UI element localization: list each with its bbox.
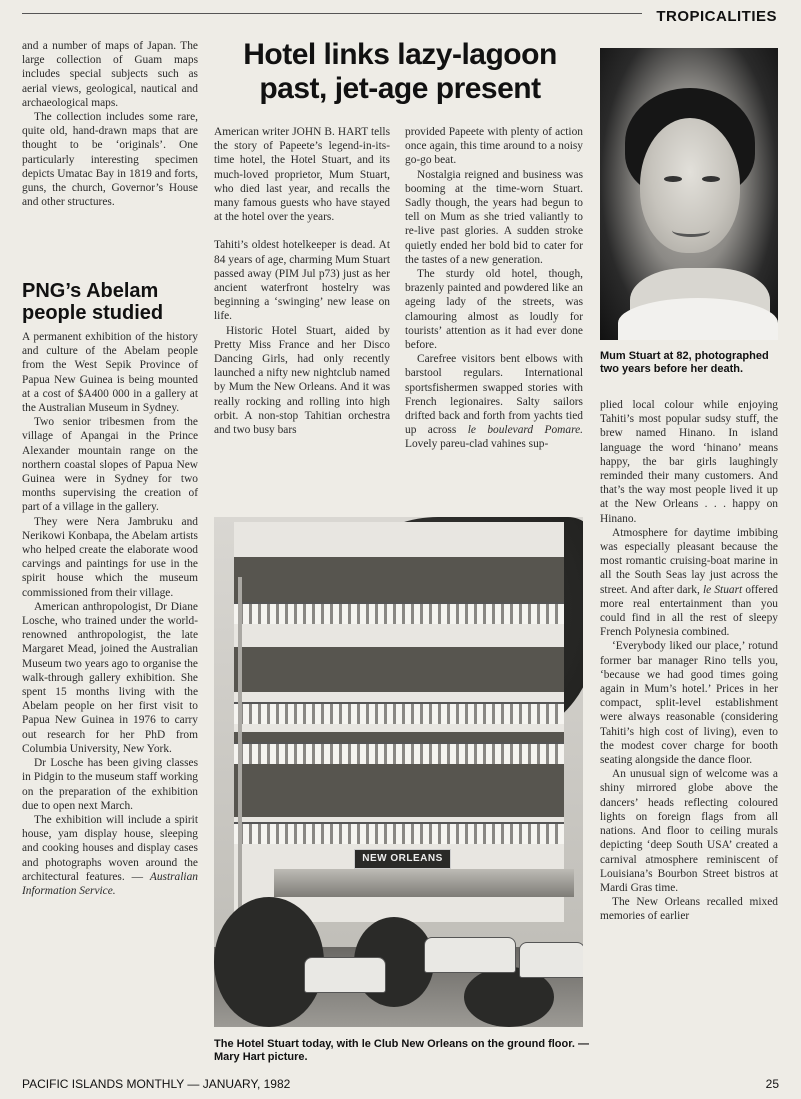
- hotel-paragraph: Nostalgia reigned and business was booming at the time-worn Stuart. Sadly though, the years had begun to tell on Mum as she tried valiantly to re-live past glories. A sudden stroke quietly ended her bold bid to cater for the tastes of a new generation.: [405, 168, 583, 266]
- png-article: [22, 330, 198, 898]
- guam-paragraph: and a number of maps of Japan. The large collection of Guam maps includes special subjects such as aerial views, geological, nautical and archaeological maps.: [22, 40, 198, 109]
- hotel-paragraph: The sturdy old hotel, though, brazenly painted and powdered like an ageing lady of the streets, was clamouring almost as loudly for tourists’ attention as it had ever done before.: [405, 268, 583, 352]
- hotel-standfirst: American writer JOHN B. HART tells the story of Papeete’s legend-in-its-time hotel, the Hotel Stuart, and its much-loved proprietor, Mum Stuart, who died last year, and recalls the many famous guests who have stayed at the hotel over the years.: [214, 126, 390, 224]
- section-label: TROPICALITIES: [656, 8, 777, 25]
- png-paragraph: Dr Losche has been giving classes in Pidgin to the museum staff working on the preparation of the exhibition due to open next March.: [22, 757, 198, 812]
- guam-paragraph: The collection includes some rare, quite old, hand-drawn maps that are thought to be ‘originals’. One particularly interesting specimen depicts Umatac Bay in 1819 and forts, guns, the church, Governor’s House and other structures.: [22, 111, 198, 209]
- mum-stuart-portrait: [600, 48, 778, 340]
- hotel-paragraph: provided Papeete with plenty of action once again, this time around to a noisy go-go beat.: [405, 126, 583, 167]
- hotel-paragraph: ‘Everybody liked our place,’ rotund former bar manager Rino tells you, ‘because we had good times going again in Mum’s hotel.’ Prices in her compact, split-level establishment were always reasonable (considering Tahiti’s high cost of living), even to the modest cover charge for booth seating alongside the dance floor.: [600, 640, 778, 767]
- hotel-paragraph-tail: offered more real entertainment than you could find in all the rest of sleepy French Polynesia combined.: [600, 583, 779, 639]
- png-paragraph: American anthropologist, Dr Diane Losche, who trained under the world-renowned anthropologist, the late Margaret Mead, joined the Australian Museum two years ago to organise the walk-through gallery exhibition. She spent 15 months living with the Abelam people on her first visit to Papua New Guinea in 1976 to carry out research for her PhD from Columbia University, New York.: [22, 600, 198, 755]
- png-paragraph: They were Nera Jambruku and Nerikowi Konbapa, the Abelam artists who helped create the elaborate wood carvings and paintings for use in the spirit house which the museum commissioned from their village.: [22, 515, 198, 599]
- png-paragraph: A permanent exhibition of the history and culture of the Abelam people from the West Sepik Province of Papua New Guinea is being mounted at a cost of $A400 000 in a gallery at the Australian Museum in Sydney.: [22, 331, 198, 415]
- hotel-photo-caption: The Hotel Stuart today, with le Club New Orleans on the ground floor. — Mary Hart picture.: [214, 1038, 590, 1063]
- hotel-stuart-photo: [214, 517, 583, 1027]
- hotel-column-2: [214, 125, 390, 437]
- hotel-paragraph: plied local colour while enjoying Tahiti’s most popular sudsy stuff, the brew named Hinano. In island language the word ‘hinano’ means happy, the bar girls laughingly reminded their many customers. And that’s the way most people lived it up at the New Orleans . . . happy on Hinano.: [600, 399, 778, 525]
- guam-article: [22, 39, 198, 209]
- publication-footer: PACIFIC ISLANDS MONTHLY — JANUARY, 1982: [22, 1077, 291, 1091]
- hotel-paragraph: An unusual sign of welcome was a shiny mirrored globe above the dancers’ heads reflecting coloured lights on foreign flags from all nations. And floor to ceiling murals depicting ‘deep South USA’ created a carnival atmosphere reminiscent of Louisiana’s Bourbon Street bistros at Mardi Gras time.: [600, 768, 778, 894]
- hotel-paragraph: The New Orleans recalled mixed memories of earlier: [600, 896, 778, 923]
- png-article-title: PNG’s Abelam people studied: [22, 280, 164, 324]
- italic-phrase: le boulevard Pomare.: [467, 424, 583, 437]
- hotel-paragraph: Tahiti’s oldest hotelkeeper is dead. At 84 years of age, charming Mum Stuart passed away (PIM Jul p73) just as her ancient waterfront hostelry was beginning a ‘swinging’ new lease on life.: [214, 239, 390, 323]
- hotel-paragraph: Historic Hotel Stuart, aided by Pretty Miss France and her Disco Dancing Girls, had only recently launched a nifty new nightclub named by Mum the New Orleans. And it was really rocking and rolling into high orbit. A non-stop Tahitian orchestra and two busy bars: [214, 324, 390, 437]
- page-number: 25: [765, 1077, 779, 1091]
- hotel-paragraph: Carefree visitors bent elbows with barstool regulars. International sportsfishermen swapped stories with French legionaires. Salty sailors drifted back and forth from yachts tied up across: [405, 353, 583, 437]
- hotel-headline: Hotel links lazy-lagoon past, jet-age present: [243, 38, 557, 105]
- portrait-caption: Mum Stuart at 82, photographed two years before her death.: [600, 350, 769, 375]
- hotel-column-4: [600, 398, 778, 924]
- hotel-column-3: [405, 125, 583, 452]
- hotel-paragraph: Atmosphere for daytime imbibing was especially pleasant because the most romantic cruising-boat marine in all the South Seas lay just across the street. And after dark,: [600, 526, 778, 596]
- header-rule: [22, 13, 642, 14]
- new-orleans-sign: NEW ORLEANS: [354, 849, 451, 869]
- png-paragraph: Two senior tribesmen from the village of Apangai in the Prince Alexander mountain range on the northern coastal slopes of Papua New Guinea were in Sydney for two months supervising the creation of part of a village in the gallery.: [22, 416, 198, 514]
- png-credit: Australian Information Service.: [22, 870, 198, 897]
- png-paragraph: The exhibition will include a spirit house, yam display house, sleeping and cooking houses and display cases and photographs woven around the architectural features. —: [22, 813, 198, 883]
- italic-phrase: le Stuart: [702, 583, 743, 596]
- hotel-paragraph-tail: Lovely pareu-clad vahines sup-: [405, 438, 549, 451]
